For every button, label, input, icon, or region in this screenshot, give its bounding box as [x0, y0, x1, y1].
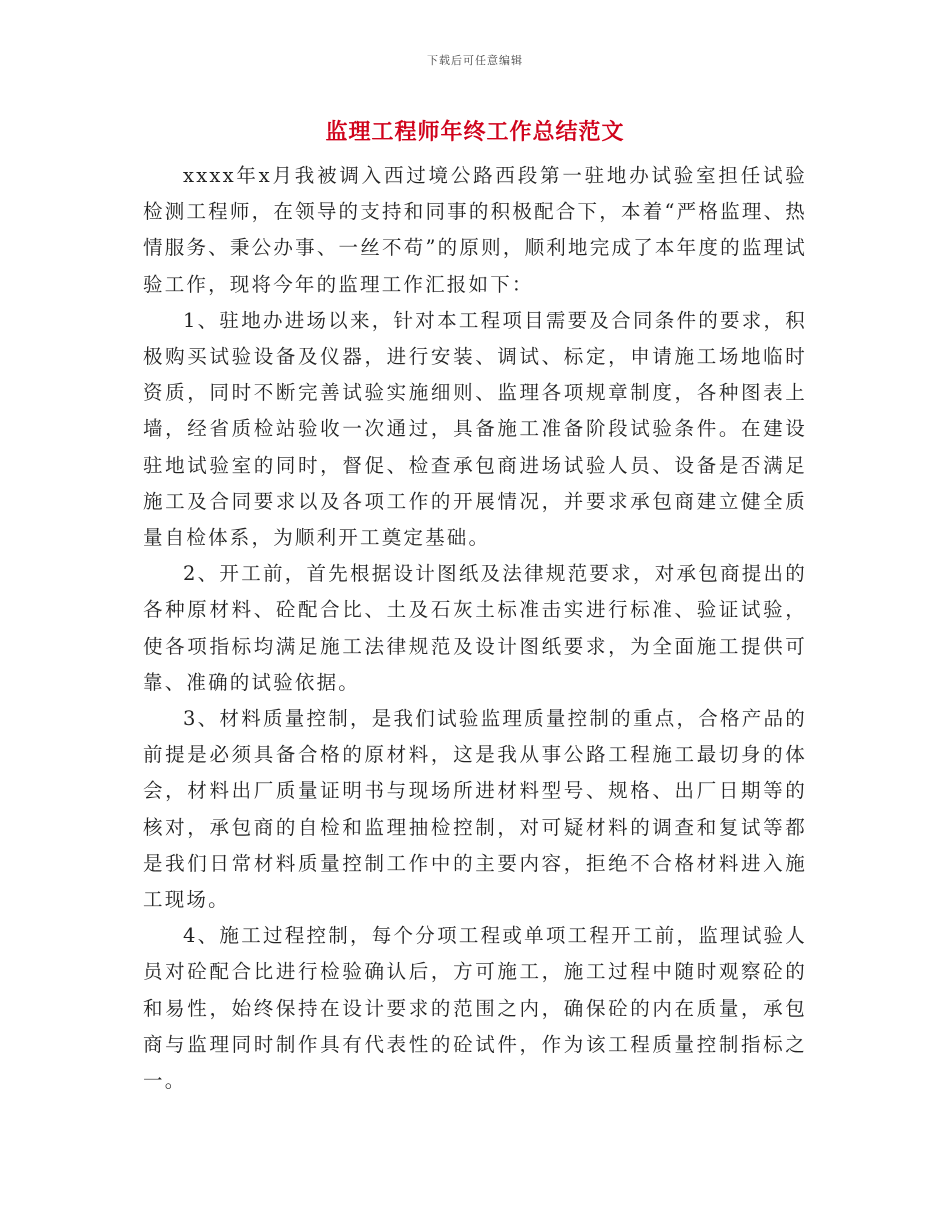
- download-note: 下载后可任意编辑: [427, 54, 523, 67]
- paragraph-2: 2、开工前，首先根据设计图纸及法律规范要求，对承包商提出的各种原材料、砼配合比、土及石灰土标准击实进行标准、验证试验，使各项指标均满足施工法律规范及设计图纸要求，为全面施工提供可靠、准确的试验依据。: [143, 562, 807, 694]
- document-body: [143, 158, 807, 1099]
- document-title: 监理工程师年终工作总结范文: [325, 119, 625, 145]
- paragraph-intro: xxxx年x月我被调入西过境公路西段第一驻地办试验室担任试验检测工程师，在领导的支持和同事的积极配合下，本着“严格监理、热情服务、秉公办事、一丝不苟”的原则，顺利地完成了本年度的监理试验工作，现将今年的监理工作汇报如下：: [143, 164, 807, 296]
- paragraph-4: 4、施工过程控制，每个分项工程或单项工程开工前，监理试验人员对砼配合比进行检验确认后，方可施工，施工过程中随时观察砼的和易性，始终保持在设计要求的范围之内，确保砼的内在质量，承包商与监理同时制作具有代表性的砼试件，作为该工程质量控制指标之一。: [143, 924, 807, 1093]
- paragraph-1: 1、驻地办进场以来，针对本工程项目需要及合同条件的要求，积极购买试验设备及仪器，进行安装、调试、标定，申请施工场地临时资质，同时不断完善试验实施细则、监理各项规章制度，各种图表上墙，经省质检站验收一次通过，具备施工准备阶段试验条件。在建设驻地试验室的同时，督促、检查承包商进场试验人员、设备是否满足施工及合同要求以及各项工作的开展情况，并要求承包商建立健全质量自检体系，为顺利开工奠定基础。: [143, 308, 807, 550]
- paragraph-3: 3、材料质量控制，是我们试验监理质量控制的重点，合格产品的前提是必须具备合格的原材料，这是我从事公路工程施工最切身的体会，材料出厂质量证明书与现场所进材料型号、规格、出厂日期等的核对，承包商的自检和监理抽检控制，对可疑材料的调查和复试等都是我们日常材料质量控制工作中的主要内容，拒绝不合格材料进入施工现场。: [143, 707, 807, 912]
